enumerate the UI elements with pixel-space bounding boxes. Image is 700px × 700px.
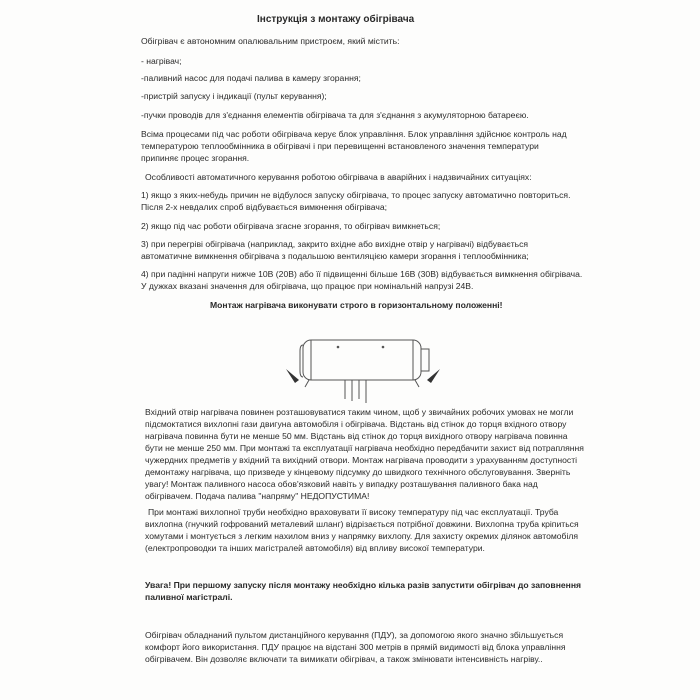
control-para-line: Всіма процесами під час роботи обігрівача керує блок управління. Блок управління здійснює контроль над <box>141 129 567 139</box>
inlet-para-line: увагу! Монтаж паливного насоса обов'язковий навіть у випадку розташування паливного бака над <box>145 479 538 489</box>
intro-text: Обігрівач є автономним опалювальним пристроєм, який містить: <box>141 36 400 46</box>
remote-para-line: обігрівачем. Він дозволяє включати та вимикати обігрівач, а також змінювати інтенсивність нагріву.. <box>145 654 543 664</box>
exhaust-para-line: вихлопна (гнучкий гофрований металевий шланг) відрізається потрібної довжини. Вихлопна труба кріпиться <box>145 519 579 529</box>
component-item: -пристрій запуску і індикації (пульт керування); <box>141 91 327 101</box>
situation-3-line: автоматичне вимкнення обігрівача з подальшою вентиляцією камери згорання і теплообмінника; <box>141 251 529 261</box>
component-item: -паливний насос для подачі палива в камеру згорання; <box>141 73 361 83</box>
control-para-line: припиняє процес згорання. <box>141 153 250 163</box>
component-item: -пучки проводів для з'єднання елементів обігрівача та для з'єднання з акумуляторною батареєю. <box>141 110 529 120</box>
remote-para-line: комфорт його використання. ПДУ працює на відстані 300 метрів в прямій видимості від блока управління <box>145 642 566 652</box>
auto-control-heading: Особливості автоматичного керування роботою обігрівача в аварійних і надзвичайних ситуаціях: <box>145 172 532 182</box>
exhaust-para-line: (електропроводки та інших магістралей автомобіля) від впливу високої температури. <box>145 543 485 553</box>
inlet-para-line: підсмоктатися вихлопні гази двигуна автомобіля і обігрівача. Відстань від стінок до торця вхідного отвору <box>145 419 567 429</box>
component-item: - нагрівач; <box>141 56 182 66</box>
situation-4-line: У дужках вказані значення для обігрівача, що працює при номінальній напрузі 24В. <box>141 281 474 291</box>
inlet-para-line: обігрівачем. Подача палива "напряму" НЕДОПУСТИМА! <box>145 491 370 501</box>
inlet-para-line: чужердних предметів у вхідний та вихідний отвори. Монтаж нагрівача проводити з урахуванням доступності <box>145 455 578 465</box>
control-para-line: температурою теплообмінника в обігрівачі і при перевищенні встановленого значення температури <box>141 141 539 151</box>
mounting-warning: Монтаж нагрівача виконувати строго в горизонтальному положенні! <box>210 300 503 310</box>
exhaust-para-line: При монтажі вихлопної труби необхідно враховувати її високу температуру під час експлуатації. Труба <box>148 507 559 517</box>
heater-illustration-icon <box>283 327 443 407</box>
inlet-para-line: демонтажу нагрівача, що призведе у кінцевому підсумку до швидкого технічного обслуговування. Зверніть <box>145 467 571 477</box>
attention-para-line: Увага! При першому запуску після монтажу необхідно кілька разів запустити обігрівач до заповнення <box>145 580 582 590</box>
inlet-para-line: бути не менше 250 мм. При монтажі та експлуатації нагрівача необхідно передбачити захист від потрапляння <box>145 443 584 453</box>
exhaust-para-line: хомутами і монтується з легким нахилом вниз у напрямку вихлопу. Для захисту окремих ділянок автомобіля <box>145 531 579 541</box>
situation-3-line: 3) при перегріві обігрівача (наприклад, закрито вхідне або вихідне отвір у нагрівачі) відбувається <box>141 239 529 249</box>
inlet-para-line: нагрівача повинна бути не менше 50 мм. Відстань від стінок до торця вихідного отвору нагрівача повинна <box>145 431 568 441</box>
remote-para-line: Обігрівач обладнаний пультом дистанційного керування (ПДУ), за допомогою якого значно збільшується <box>145 630 564 640</box>
document-title: Інструкція з монтажу обігрівача <box>257 14 415 25</box>
situation-1-line: Після 2-х невдалих спроб відбувається вимкнення обігрівача; <box>141 202 388 212</box>
attention-para-line: паливної магістралі. <box>145 592 233 602</box>
situation-1-line: 1) якщо з яких-небудь причин не відбулося запуску обігрівача, то процес запуску автоматично повториться. <box>141 190 571 200</box>
situation-4-line: 4) при падінні напруги нижче 10В (20В) або її підвищенні більше 16В (30В) відбувається вимкнення обігрівача. <box>141 269 583 279</box>
situation-2-line: 2) якщо під час роботи обігрівача згасне згорання, то обігрівач вимкнеться; <box>141 221 441 231</box>
inlet-para-line: Вхідний отвір нагрівача повинен розташовуватися таким чином, щоб у звичайних робочих умовах не могли <box>145 407 574 417</box>
